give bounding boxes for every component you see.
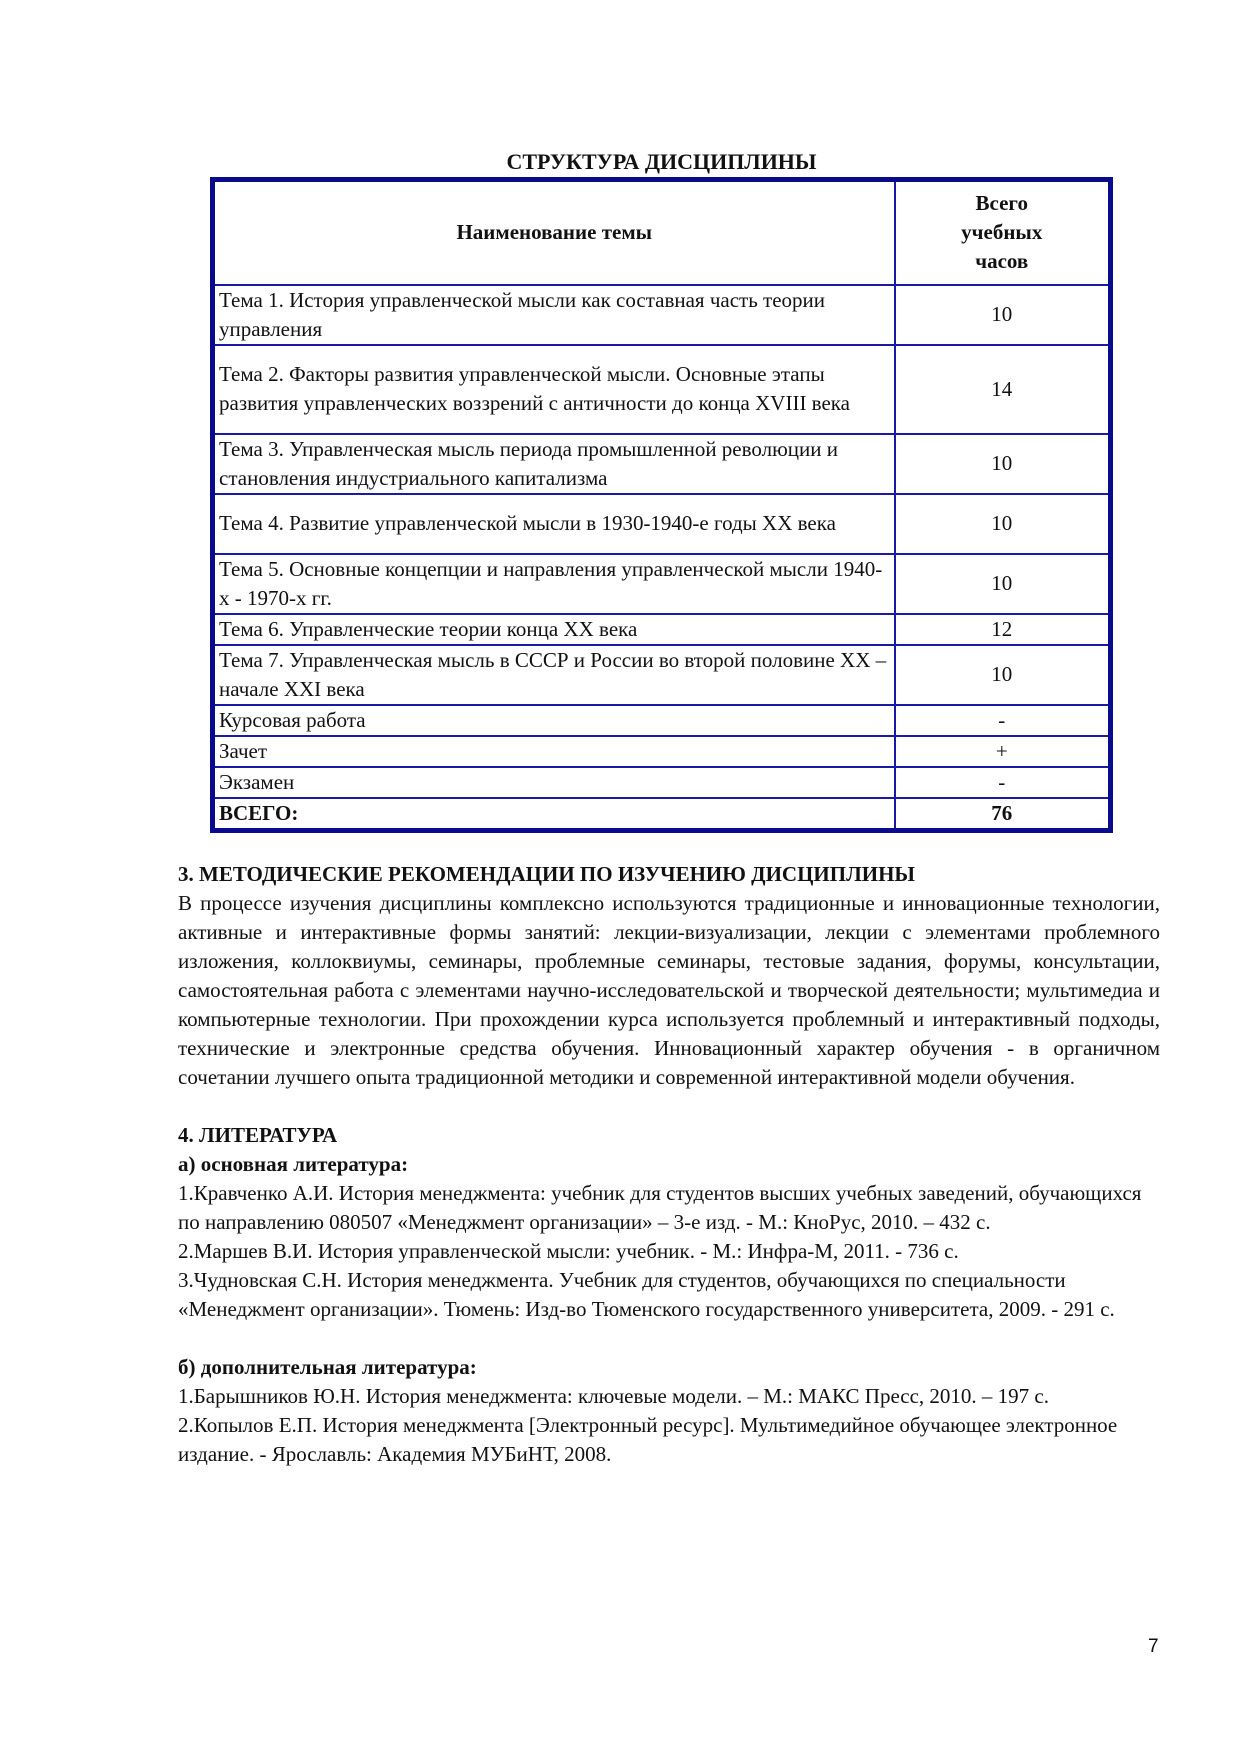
extra-literature-heading: б) дополнительная литература: (178, 1355, 477, 1379)
literature-item: 1.Кравченко А.И. История менеджмента: учебник для студентов высших учебных заведений, обучающихся по направлению 080507 «Менеджмент организации» – 3-е изд. - М.: КноРус, 2010. – 432 с. (178, 1181, 1142, 1234)
hours-cell: 10 (895, 554, 1111, 614)
total-label: ВСЕГО: (213, 798, 895, 831)
hours-cell: + (895, 736, 1111, 767)
literature-item: 2.Маршев В.И. История управленческой мысли: учебник. - М.: Инфра-М, 2011. - 736 с. (178, 1239, 959, 1263)
section3-text: В процессе изучения дисциплины комплексно используются традиционные и инновационные технологии, активные и интерактивные формы занятий: лекции-визуализации, лекции с элементами проблемного изложения, коллоквиумы, семинары, проблемные семинары, тестовые задания, форумы, консультации, самостоятельная работа с элементами научно-исследовательской и творческой деятельности; мультимедиа и компьютерные технологии. При прохождении курса используется проблемный и интерактивный подходы, технические и электронные средства обучения. Инновационный характер обучения - в органичном сочетании лучшего опыта традиционной методики и современной интерактивной модели обучения. (178, 891, 1160, 1089)
hours-cell: 10 (895, 434, 1111, 494)
topic-cell: Экзамен (213, 767, 895, 798)
hours-cell: - (895, 767, 1111, 798)
topic-cell: Тема 1. История управленческой мысли как составная часть теории управления (213, 285, 895, 345)
header-topic: Наименование темы (213, 180, 895, 285)
section4-heading: 4. ЛИТЕРАТУРА (178, 1123, 338, 1147)
table-title: СТРУКТУРА ДИСЦИПЛИНЫ (506, 149, 817, 174)
main-literature-heading: а) основная литература: (178, 1152, 409, 1176)
table-row (213, 434, 1111, 494)
table-row (213, 767, 1111, 798)
table-total-row (213, 798, 1111, 831)
hours-cell: 10 (895, 645, 1111, 705)
table-row (213, 645, 1111, 705)
table-row (213, 285, 1111, 345)
discipline-structure-table (210, 177, 1113, 833)
literature-item: 3.Чудновская С.Н. История менеджмента. Учебник для студентов, обучающихся по специальности «Менеджмент организации». Тюмень: Изд-во Тюменского государственного университета, 2009. - 291 с. (178, 1268, 1115, 1321)
section3-heading: 3. МЕТОДИЧЕСКИЕ РЕКОМЕНДАЦИИ ПО ИЗУЧЕНИЮ ДИСЦИПЛИНЫ (178, 862, 916, 886)
topic-cell: Тема 7. Управленческая мысль в СССР и России во второй половине XX – начале XXI века (213, 645, 895, 705)
hours-cell: - (895, 705, 1111, 736)
literature-item: 2.Копылов Е.П. История менеджмента [Электронный ресурс]. Мультимедийное обучающее электронное издание. - Ярославль: Академия МУБиНТ, 2008. (178, 1413, 1118, 1466)
topic-cell: Тема 4. Развитие управленческой мысли в 1930-1940-е годы XX века (213, 494, 895, 554)
header-hours: Всего учебных часов (895, 180, 1111, 285)
page-number: 7 (1148, 1636, 1159, 1657)
table-row (213, 554, 1111, 614)
hours-cell: 10 (895, 494, 1111, 554)
table-row (213, 345, 1111, 434)
table-row (213, 736, 1111, 767)
topic-cell: Тема 2. Факторы развития управленческой мысли. Основные этапы развития управленческих воззрений с античности до конца XVIII века (213, 345, 895, 434)
topic-cell: Тема 6. Управленческие теории конца XX века (213, 614, 895, 645)
table-row (213, 614, 1111, 645)
topic-cell: Зачет (213, 736, 895, 767)
topic-cell: Тема 5. Основные концепции и направления управленческой мысли 1940-х - 1970-х гг. (213, 554, 895, 614)
total-hours: 76 (895, 798, 1111, 831)
hours-cell: 12 (895, 614, 1111, 645)
literature-item: 1.Барышников Ю.Н. История менеджмента: ключевые модели. – М.: МАКС Пресс, 2010. – 197 с. (178, 1384, 1050, 1408)
topic-cell: Курсовая работа (213, 705, 895, 736)
topic-cell: Тема 3. Управленческая мысль периода промышленной революции и становления индустриального капитализма (213, 434, 895, 494)
body-text (178, 860, 1160, 1469)
table-header-row (213, 180, 1111, 285)
hours-cell: 14 (895, 345, 1111, 434)
hours-cell: 10 (895, 285, 1111, 345)
table-row (213, 494, 1111, 554)
table-row (213, 705, 1111, 736)
